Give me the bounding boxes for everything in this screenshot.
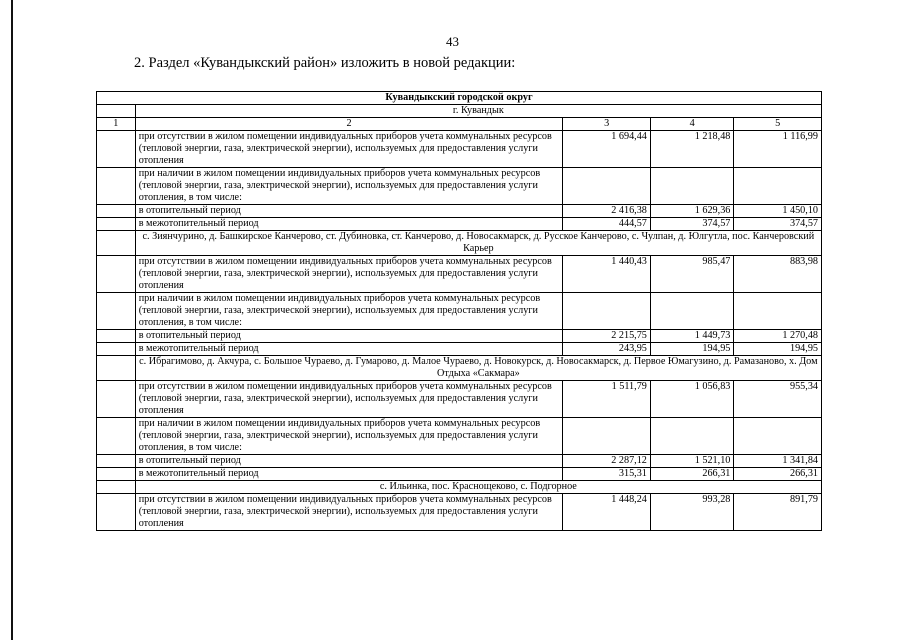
table-title-row	[97, 92, 822, 105]
value-cell: 1 056,83	[650, 381, 733, 418]
row-number-cell	[97, 330, 136, 343]
value-cell: 1 448,24	[563, 494, 651, 531]
column-number-row	[97, 118, 822, 131]
page-number: 43	[446, 34, 459, 49]
tariff-table	[96, 91, 822, 531]
row-description: при отсутствии в жилом помещении индивидуальных приборов учета коммунальных ресурсов (тепловой энергии, газа, электрической энергии), используемых для предоставления услуги отопления	[135, 131, 563, 168]
value-cell: 1 341,84	[734, 455, 822, 468]
table-row	[97, 168, 822, 205]
value-cell: 883,98	[734, 256, 822, 293]
value-cell: 1 694,44	[563, 131, 651, 168]
row-description: при отсутствии в жилом помещении индивидуальных приборов учета коммунальных ресурсов (тепловой энергии, газа, электрической энергии), используемых для предоставления услуги отопления	[135, 494, 563, 531]
value-cell: 1 629,36	[650, 205, 733, 218]
table-row	[97, 218, 822, 231]
value-cell: 1 270,48	[734, 330, 822, 343]
table-row	[97, 418, 822, 455]
value-cell: 2 215,75	[563, 330, 651, 343]
value-cell: 315,31	[563, 468, 651, 481]
value-cell: 194,95	[650, 343, 733, 356]
column-number: 5	[734, 118, 822, 131]
value-cell: 1 521,10	[650, 455, 733, 468]
section-name: с. Ибрагимово, д. Акчура, с. Большое Чураево, д. Гумарово, д. Малое Чураево, д. Новокурск, д. Новосакмарск, д. Первое Юмагузино, д. Рамазаново, х. Дом Отдыха «Сакмара»	[135, 356, 821, 381]
value-cell: 1 450,10	[734, 205, 822, 218]
section-heading: 2. Раздел «Кувандыкский район» изложить в новой редакции:	[134, 55, 516, 71]
row-number-cell	[97, 218, 136, 231]
row-description: в отопительный период	[135, 330, 563, 343]
value-cell: 955,34	[734, 381, 822, 418]
table-row	[97, 381, 822, 418]
row-description: в межотопительный период	[135, 468, 563, 481]
value-cell	[650, 168, 733, 205]
value-cell: 266,31	[650, 468, 733, 481]
section-name: с. Зиянчурино, д. Башкирское Канчерово, ст. Дубиновка, ст. Канчерово, д. Новосакмарск, д. Русское Канчерово, с. Чулпан, д. Юлгутла, пос. Канчеровский Карьер	[135, 231, 821, 256]
section-spacer-cell	[97, 356, 136, 381]
row-description: при отсутствии в жилом помещении индивидуальных приборов учета коммунальных ресурсов (тепловой энергии, газа, электрической энергии), используемых для предоставления услуги отопления	[135, 256, 563, 293]
section-row	[97, 481, 822, 494]
value-cell	[563, 293, 651, 330]
value-cell	[563, 418, 651, 455]
row-description: в отопительный период	[135, 205, 563, 218]
value-cell: 2 416,38	[563, 205, 651, 218]
row-number-cell	[97, 468, 136, 481]
column-number: 4	[650, 118, 733, 131]
page-edge-rule	[11, 0, 13, 640]
row-number-cell	[97, 455, 136, 468]
table-row	[97, 256, 822, 293]
value-cell	[734, 293, 822, 330]
row-description: при отсутствии в жилом помещении индивидуальных приборов учета коммунальных ресурсов (тепловой энергии, газа, электрической энергии), используемых для предоставления услуги отопления	[135, 381, 563, 418]
table-row	[97, 468, 822, 481]
row-number-cell	[97, 205, 136, 218]
value-cell: 985,47	[650, 256, 733, 293]
column-number: 1	[97, 118, 136, 131]
value-cell: 1 440,43	[563, 256, 651, 293]
value-cell: 266,31	[734, 468, 822, 481]
row-description: в межотопительный период	[135, 343, 563, 356]
row-number-cell	[97, 168, 136, 205]
table-body	[97, 92, 822, 531]
table-row	[97, 455, 822, 468]
value-cell	[650, 418, 733, 455]
table-row	[97, 293, 822, 330]
row-description: при наличии в жилом помещении индивидуальных приборов учета коммунальных ресурсов (тепловой энергии, газа, электрической энергии), используемых для предоставления услуги отопления, в том числе:	[135, 168, 563, 205]
row-description: при наличии в жилом помещении индивидуальных приборов учета коммунальных ресурсов (тепловой энергии, газа, электрической энергии), используемых для предоставления услуги отопления, в том числе:	[135, 293, 563, 330]
section-row	[97, 105, 822, 118]
row-number-cell	[97, 256, 136, 293]
row-description: в отопительный период	[135, 455, 563, 468]
section-name: с. Ильинка, пос. Краснощеково, с. Подгорное	[135, 481, 821, 494]
value-cell: 1 116,99	[734, 131, 822, 168]
section-spacer-cell	[97, 231, 136, 256]
value-cell	[734, 168, 822, 205]
value-cell: 374,57	[650, 218, 733, 231]
section-row	[97, 231, 822, 256]
row-number-cell	[97, 418, 136, 455]
table-row	[97, 330, 822, 343]
row-description: в межотопительный период	[135, 218, 563, 231]
value-cell: 374,57	[734, 218, 822, 231]
value-cell	[734, 418, 822, 455]
row-number-cell	[97, 131, 136, 168]
table-row	[97, 494, 822, 531]
value-cell: 993,28	[650, 494, 733, 531]
value-cell: 2 287,12	[563, 455, 651, 468]
row-number-cell	[97, 494, 136, 531]
row-number-cell	[97, 343, 136, 356]
value-cell: 243,95	[563, 343, 651, 356]
value-cell: 1 218,48	[650, 131, 733, 168]
value-cell: 1 449,73	[650, 330, 733, 343]
value-cell	[563, 168, 651, 205]
column-number: 2	[135, 118, 563, 131]
value-cell	[650, 293, 733, 330]
table-title: Кувандыкский городской округ	[97, 92, 822, 105]
value-cell: 194,95	[734, 343, 822, 356]
table-row	[97, 205, 822, 218]
row-number-cell	[97, 293, 136, 330]
row-number-cell	[97, 381, 136, 418]
section-name: г. Кувандык	[135, 105, 821, 118]
section-spacer-cell	[97, 481, 136, 494]
value-cell: 1 511,79	[563, 381, 651, 418]
table-row	[97, 343, 822, 356]
table-row	[97, 131, 822, 168]
value-cell: 444,57	[563, 218, 651, 231]
column-number: 3	[563, 118, 651, 131]
row-description: при наличии в жилом помещении индивидуальных приборов учета коммунальных ресурсов (тепловой энергии, газа, электрической энергии), используемых для предоставления услуги отопления, в том числе:	[135, 418, 563, 455]
section-row	[97, 356, 822, 381]
value-cell: 891,79	[734, 494, 822, 531]
section-spacer-cell	[97, 105, 136, 118]
